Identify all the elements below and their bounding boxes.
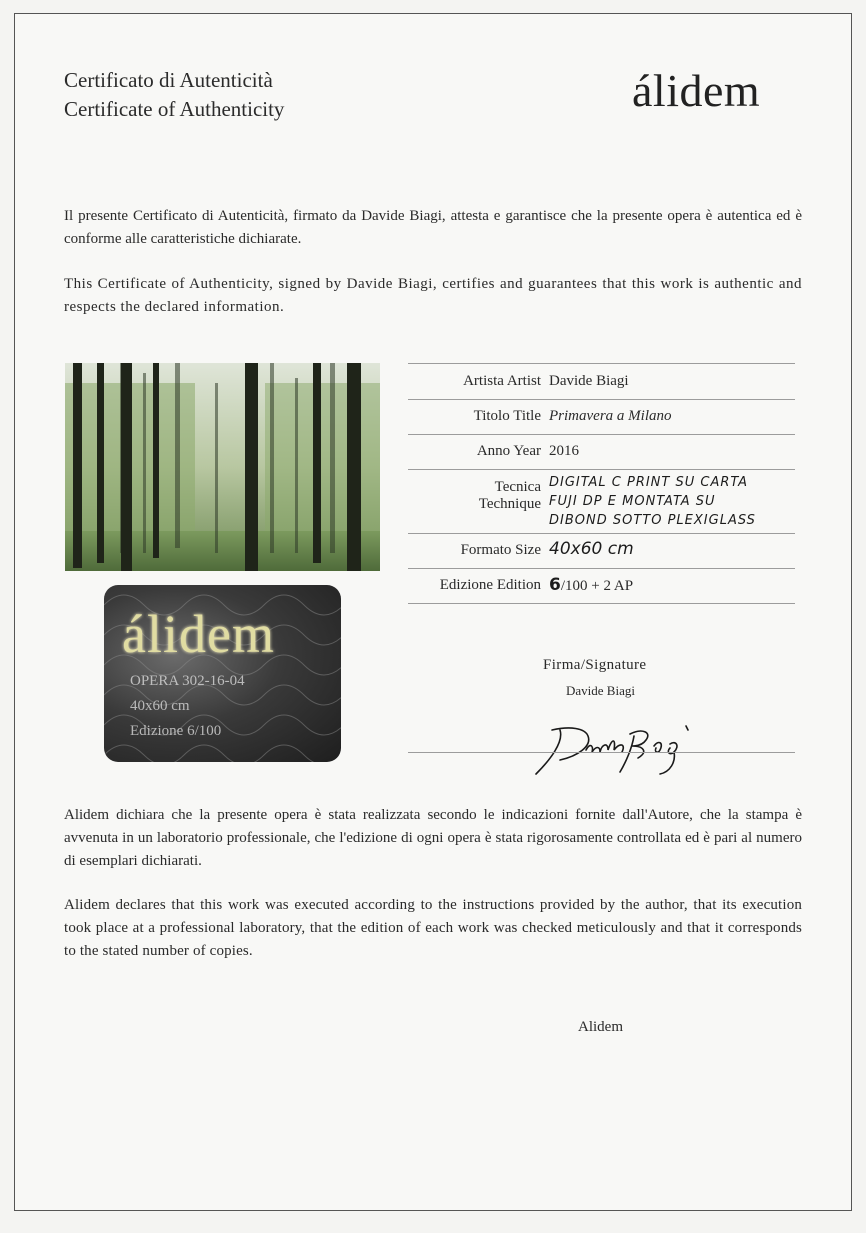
technique-label-it: Tecnica <box>494 479 541 495</box>
title-label: Titolo Title <box>473 408 541 424</box>
technique-label-en: Technique <box>478 496 541 512</box>
hologram-opera: OPERA 302-16-04 <box>130 673 245 689</box>
size-label: Formato Size <box>460 542 541 558</box>
detail-row-artist <box>408 363 795 399</box>
artist-label: Artista Artist <box>463 373 541 389</box>
hologram-size: 40x60 cm <box>130 698 190 714</box>
technique-line-3: DIBOND SOTTO PLEXIGLASS <box>549 513 756 528</box>
edition-number: 6 <box>549 575 561 595</box>
year-value: 2016 <box>549 443 579 459</box>
edition-value <box>549 575 633 595</box>
signature-name: Davide Biagi <box>566 683 635 698</box>
signature-line <box>408 752 795 753</box>
hologram-logo: álidem <box>122 604 275 664</box>
closing-signature: Alidem <box>578 1019 623 1035</box>
technique-line-1: DIGITAL C PRINT SU CARTA <box>549 475 749 490</box>
detail-row-edition <box>408 568 795 604</box>
edition-label: Edizione Edition <box>439 577 541 593</box>
detail-row-technique <box>408 469 795 533</box>
title-value: Primavera a Milano <box>549 408 672 424</box>
title-english: Certificate of Authenticity <box>64 97 285 121</box>
title-italian: Certificato di Autenticità <box>64 68 273 92</box>
detail-row-size <box>408 533 795 568</box>
declaration-english: Alidem declares that this work was executed according to the instructions provided by the author, that its execution took place at a professional laboratory, that the edition of each work was checked meticulously and that it corresponds to the stated number of copies. <box>64 897 802 959</box>
certificate-title <box>64 66 284 124</box>
handwritten-signature <box>530 716 710 778</box>
artwork-photo <box>65 363 380 571</box>
detail-row-title <box>408 399 795 434</box>
intro-italian: Il presente Certificato di Autenticità, firmato da Davide Biagi, attesta e garantisce che la presente opera è autentica ed è conforme alle caratteristiche dichiarate. <box>64 208 802 247</box>
authenticity-hologram <box>104 585 341 762</box>
intro-english: This Certificate of Authenticity, signed by Davide Biagi, certifies and guarantees that this work is authentic and respects the declared information. <box>64 276 802 315</box>
forest-image <box>65 363 380 571</box>
artwork-details-table <box>408 363 795 604</box>
detail-row-year <box>408 434 795 469</box>
signature-title: Firma/Signature <box>543 657 647 673</box>
year-label: Anno Year <box>476 443 541 459</box>
technique-line-2: FUJI DP E MONTATA SU <box>549 494 716 509</box>
alidem-logo: álidem <box>632 65 761 116</box>
size-value: 40x60 cm <box>549 539 634 559</box>
hologram-edition: Edizione 6/100 <box>130 723 222 739</box>
edition-suffix: /100 + 2 AP <box>560 578 634 594</box>
artist-value: Davide Biagi <box>549 373 629 389</box>
declaration-italian: Alidem dichiara che la presente opera è stata realizzata secondo le indicazioni fornite dall'Autore, che la stampa è avvenuta in un laboratorio professionale, che l'edizione di ogni opera è stata rigorosamente controllata ed è pari al numero di esemplari dichiarati. <box>64 807 802 869</box>
